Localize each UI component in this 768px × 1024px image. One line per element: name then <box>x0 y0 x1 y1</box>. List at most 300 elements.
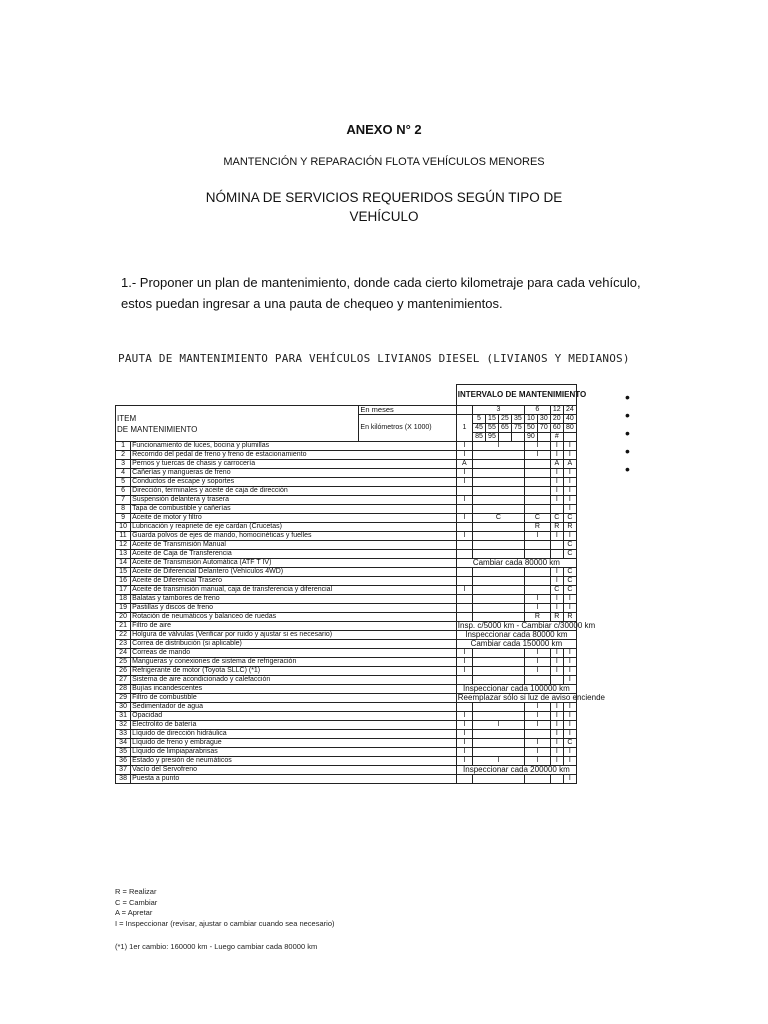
legend-i: I = Inspeccionar (revisar, ajustar o cambiar cuando sea necesario) <box>115 918 335 928</box>
row-item-name: Conductos de escape y soportes <box>131 478 457 487</box>
row-number: 10 <box>116 523 131 532</box>
table-row <box>116 541 577 550</box>
row-item-name: Electrolito de batería <box>131 721 457 730</box>
item-label-2: DE MANTENIMIENTO <box>117 424 198 434</box>
row-interval-cell: I <box>456 667 472 676</box>
row-item-name: Balatas y tambores de freno <box>131 595 457 604</box>
row-interval-cell <box>473 703 525 712</box>
meses-label: En meses <box>359 406 456 415</box>
row-interval-cell: I <box>563 487 576 496</box>
table-row <box>116 748 577 757</box>
row-interval-cell <box>550 541 563 550</box>
row-interval-cell: A <box>563 460 576 469</box>
row-interval-cell: I <box>550 451 563 460</box>
row-interval-cell <box>524 460 550 469</box>
row-interval-cell: I <box>473 757 525 766</box>
row-span-note: Reemplazar sólo si luz de aviso enciende <box>457 693 605 702</box>
row-interval-cell: C <box>563 739 576 748</box>
row-item-name: Aceite de Diferencial Delantero (Vehículos 4WD) <box>131 568 457 577</box>
table-row <box>116 775 577 784</box>
row-item-name: Guarda polvos de ejes de mando, homocinéticas y fuelles <box>131 532 457 541</box>
row-item-name: Correas de mando <box>131 649 457 658</box>
row-interval-cell: I <box>456 757 472 766</box>
row-number: 18 <box>116 595 131 604</box>
nomina-heading <box>0 188 768 226</box>
paragraph-line-2: estos puedan ingresar a una pauta de chequeo y mantenimientos. <box>121 296 503 311</box>
row-interval-cell: I <box>563 604 576 613</box>
row-interval-cell: I <box>550 442 563 451</box>
row-interval-cell: I <box>563 757 576 766</box>
row-interval-cell <box>473 541 525 550</box>
row-item-name: Líquido de dirección hidráulica <box>131 730 457 739</box>
km-cell: 30 <box>537 415 550 424</box>
row-interval-cell: I <box>563 667 576 676</box>
km-cell: 85 <box>473 433 486 442</box>
row-interval-cell <box>473 595 525 604</box>
row-item-name: Lubricación y reapriete de eje cardan (Crucetas) <box>131 523 457 532</box>
row-number: 20 <box>116 613 131 622</box>
row-number: 13 <box>116 550 131 559</box>
row-interval-cell <box>524 541 550 550</box>
km-cell: 90 <box>524 433 537 442</box>
legend <box>115 887 335 929</box>
row-interval-cell: I <box>456 721 472 730</box>
table-row <box>116 739 577 748</box>
row-interval-cell <box>473 505 525 514</box>
legend-c: C = Cambiar <box>115 897 158 907</box>
row-number: 5 <box>116 478 131 487</box>
row-interval-cell: I <box>550 748 563 757</box>
km-cell: 5 <box>473 415 486 424</box>
table-row <box>116 649 577 658</box>
row-interval-cell <box>473 730 525 739</box>
row-number: 38 <box>116 775 131 784</box>
row-interval-cell <box>473 469 525 478</box>
row-item-name: Refrigerante de motor (Toyota SLLC) (*1) <box>131 667 457 676</box>
row-interval-cell: I <box>550 532 563 541</box>
row-interval-cell: I <box>550 604 563 613</box>
row-interval-cell: I <box>550 730 563 739</box>
row-span-note: Insp. c/5000 km - Cambiar c/30000 km <box>457 621 596 630</box>
row-interval-cell: I <box>456 514 472 523</box>
row-item-name: Funcionamiento de luces, bocina y plumillas <box>131 442 457 451</box>
row-interval-cell <box>473 604 525 613</box>
row-interval-cell: I <box>550 595 563 604</box>
row-interval-cell: I <box>524 721 550 730</box>
table-row <box>116 577 577 586</box>
km-cell: 10 <box>524 415 537 424</box>
row-interval-cell <box>456 775 472 784</box>
row-interval-cell <box>473 478 525 487</box>
row-interval-cell: I <box>563 595 576 604</box>
km-cell: 35 <box>511 415 524 424</box>
row-number: 24 <box>116 649 131 658</box>
km-cell: 95 <box>485 433 498 442</box>
row-number: 25 <box>116 658 131 667</box>
km-one: 1 <box>456 415 472 442</box>
row-number: 34 <box>116 739 131 748</box>
row-interval-cell: I <box>550 478 563 487</box>
row-interval-cell: I <box>524 667 550 676</box>
row-item-name: Aceite de Caja de Transferencia <box>131 550 457 559</box>
row-item-name: Suspensión delantera y trasera <box>131 496 457 505</box>
row-interval-cell: I <box>563 775 576 784</box>
row-interval-cell: A <box>456 460 472 469</box>
row-interval-cell <box>456 550 472 559</box>
row-interval-cell: I <box>563 505 576 514</box>
row-interval-cell <box>473 532 525 541</box>
row-interval-cell: I <box>563 712 576 721</box>
km-cell: 80 <box>563 424 576 433</box>
proposal-paragraph <box>121 272 651 314</box>
row-number: 9 <box>116 514 131 523</box>
row-interval-cell <box>473 523 525 532</box>
row-interval-cell: I <box>456 478 472 487</box>
row-interval-cell: I <box>550 487 563 496</box>
table-row <box>116 532 577 541</box>
row-interval-cell: I <box>524 532 550 541</box>
row-number: 30 <box>116 703 131 712</box>
row-interval-cell: I <box>456 532 472 541</box>
bullet-4: • <box>625 443 630 459</box>
row-interval-cell: I <box>473 442 525 451</box>
table-row <box>116 712 577 721</box>
row-interval-cell <box>550 775 563 784</box>
row-interval-cell: C <box>473 514 525 523</box>
table-row <box>116 487 577 496</box>
legend-a: A = Apretar <box>115 908 153 917</box>
row-interval-cell <box>473 460 525 469</box>
row-interval-cell: I <box>550 568 563 577</box>
km-cell: 25 <box>498 415 511 424</box>
row-interval-cell: I <box>550 577 563 586</box>
row-interval-cell <box>456 595 472 604</box>
row-interval-cell: I <box>456 649 472 658</box>
row-interval-cell: I <box>524 658 550 667</box>
annex-subtitle: MANTENCIÓN Y REPARACIÓN FLOTA VEHÍCULOS MENORES <box>223 156 545 168</box>
row-interval-cell: A <box>550 460 563 469</box>
row-interval-cell: I <box>563 748 576 757</box>
annex-title: ANEXO N° 2 <box>346 122 422 137</box>
table-row <box>116 694 577 703</box>
km-cell: 65 <box>498 424 511 433</box>
row-interval-cell: C <box>563 577 576 586</box>
row-interval-cell: I <box>456 658 472 667</box>
row-number: 14 <box>116 559 131 568</box>
row-interval-cell <box>524 478 550 487</box>
item-label-1: ITEM <box>117 413 137 423</box>
table-row <box>116 568 577 577</box>
row-interval-cell: I <box>550 757 563 766</box>
row-interval-cell: I <box>550 739 563 748</box>
row-interval-cell: I <box>524 649 550 658</box>
row-item-name: Pastillas y discos de freno <box>131 604 457 613</box>
row-item-name: Cañerías y mangueras de freno <box>131 469 457 478</box>
paragraph-line-1: 1.- Proponer un plan de mantenimiento, donde cada cierto kilometraje para cada vehículo, <box>121 275 641 290</box>
row-interval-cell: I <box>550 649 563 658</box>
row-item-name: Filtro de aire <box>131 622 457 631</box>
row-interval-cell: I <box>550 469 563 478</box>
row-interval-cell <box>524 487 550 496</box>
row-span-note: Cambiar cada 80000 km <box>456 559 576 568</box>
row-interval-cell: I <box>550 658 563 667</box>
row-interval-cell <box>473 568 525 577</box>
row-interval-cell: I <box>563 478 576 487</box>
row-span-note: Inspeccionar cada 200000 km <box>456 766 576 775</box>
row-interval-cell: I <box>563 658 576 667</box>
km-cell: 75 <box>511 424 524 433</box>
row-interval-cell: I <box>563 469 576 478</box>
row-number: 19 <box>116 604 131 613</box>
row-interval-cell: C <box>563 514 576 523</box>
row-interval-cell: C <box>563 550 576 559</box>
row-number: 16 <box>116 577 131 586</box>
row-interval-cell: I <box>456 748 472 757</box>
row-interval-cell: I <box>550 721 563 730</box>
row-interval-cell: I <box>524 739 550 748</box>
km-cell: 45 <box>473 424 486 433</box>
row-interval-cell: R <box>524 613 550 622</box>
row-interval-cell: C <box>550 514 563 523</box>
table-row <box>116 703 577 712</box>
row-interval-cell: C <box>563 568 576 577</box>
row-item-name: Opacidad <box>131 712 457 721</box>
row-interval-cell: R <box>563 523 576 532</box>
row-interval-cell <box>473 451 525 460</box>
km-cell: 60 <box>550 424 563 433</box>
row-interval-cell: I <box>456 496 472 505</box>
row-item-name: Aceite de Transmisión Automática (ATF T IV) <box>131 559 457 568</box>
row-interval-cell: I <box>524 442 550 451</box>
row-number: 37 <box>116 766 131 775</box>
row-item-name: Tapa de combustible y cañerías <box>131 505 457 514</box>
row-interval-cell: I <box>550 496 563 505</box>
row-number: 28 <box>116 685 131 694</box>
table-row <box>116 460 577 469</box>
row-interval-cell: I <box>524 757 550 766</box>
row-interval-cell: I <box>524 712 550 721</box>
km-cell: 50 <box>524 424 537 433</box>
table-row <box>116 658 577 667</box>
km-cell: 55 <box>485 424 498 433</box>
footnote: (*1) 1er cambio: 160000 km - Luego cambiar cada 80000 km <box>115 942 318 951</box>
row-interval-cell <box>524 730 550 739</box>
row-interval-cell <box>524 469 550 478</box>
row-interval-cell: I <box>563 496 576 505</box>
bullet-5: • <box>625 461 630 477</box>
km-cell: 20 <box>550 415 563 424</box>
row-item-name: Recorrido del pedal de freno y freno de estacionamiento <box>131 451 457 460</box>
row-number: 21 <box>116 622 131 631</box>
table-row <box>116 586 577 595</box>
row-interval-cell <box>473 586 525 595</box>
row-span-note: Cambiar cada 150000 km <box>456 640 576 649</box>
pauta-title: PAUTA DE MANTENIMIENTO PARA VEHÍCULOS LIVIANOS DIESEL (LIVIANOS Y MEDIANOS) <box>118 352 630 365</box>
row-interval-cell: I <box>563 721 576 730</box>
row-number: 6 <box>116 487 131 496</box>
row-interval-cell: I <box>456 712 472 721</box>
legend-r: R = Realizar <box>115 887 157 896</box>
meses-6: 6 <box>524 406 550 415</box>
row-interval-cell: R <box>550 613 563 622</box>
row-item-name: Sedimentador de agua <box>131 703 457 712</box>
row-interval-cell <box>550 505 563 514</box>
table-row <box>116 559 577 568</box>
row-interval-cell <box>456 703 472 712</box>
table-row <box>116 766 577 775</box>
row-interval-cell: I <box>563 676 576 685</box>
row-interval-cell <box>473 577 525 586</box>
row-interval-cell: I <box>456 739 472 748</box>
row-item-name: Líquido de limpiaparabrisas <box>131 748 457 757</box>
table-row <box>116 604 577 613</box>
km-cell <box>563 433 576 442</box>
row-interval-cell <box>473 487 525 496</box>
row-item-name: Líquido de freno y embrague <box>131 739 457 748</box>
table-row <box>116 595 577 604</box>
row-interval-cell: I <box>456 451 472 460</box>
row-interval-cell: I <box>524 703 550 712</box>
row-interval-cell: I <box>473 721 525 730</box>
row-number: 15 <box>116 568 131 577</box>
row-interval-cell <box>473 667 525 676</box>
row-interval-cell: I <box>456 730 472 739</box>
row-interval-cell: C <box>550 586 563 595</box>
row-item-name: Mangueras y conexiones de sistema de refrigeración <box>131 658 457 667</box>
row-number: 29 <box>116 694 131 703</box>
row-span-note: Inspeccionar cada 100000 km <box>456 685 576 694</box>
row-interval-cell: I <box>524 451 550 460</box>
row-interval-cell: R <box>524 523 550 532</box>
table-row <box>116 721 577 730</box>
km-cell <box>511 433 524 442</box>
km-label: En kilómetros (X 1000) <box>359 415 456 442</box>
row-interval-cell <box>473 496 525 505</box>
row-interval-cell <box>473 658 525 667</box>
row-interval-cell: I <box>563 703 576 712</box>
row-interval-cell: R <box>550 523 563 532</box>
row-interval-cell: I <box>524 595 550 604</box>
meses-24: 24 <box>563 406 576 415</box>
km-cell: 70 <box>537 424 550 433</box>
row-interval-cell <box>473 775 525 784</box>
row-number: 26 <box>116 667 131 676</box>
row-item-name: Aceite de motor y filtro <box>131 514 457 523</box>
row-interval-cell: I <box>524 748 550 757</box>
row-item-name: Dirección, terminales y aceite de caja de dirección <box>131 487 457 496</box>
row-item-name: Rotación de neumáticos y balanceo de ruedas <box>131 613 457 622</box>
row-number: 4 <box>116 469 131 478</box>
row-interval-cell: I <box>550 712 563 721</box>
row-interval-cell <box>524 775 550 784</box>
row-interval-cell <box>524 568 550 577</box>
row-interval-cell <box>524 496 550 505</box>
row-interval-cell: C <box>563 586 576 595</box>
row-interval-cell <box>524 586 550 595</box>
meses-3: 3 <box>473 406 525 415</box>
row-interval-cell <box>456 604 472 613</box>
row-interval-cell: R <box>563 613 576 622</box>
row-interval-cell <box>456 541 472 550</box>
bullet-2: • <box>625 407 630 423</box>
row-interval-cell <box>456 523 472 532</box>
row-interval-cell: I <box>563 649 576 658</box>
row-item-name: Holgura de válvulas (Verificar por ruido y ajustar si es necesario) <box>131 631 457 640</box>
row-item-name: Estado y presión de neumáticos <box>131 757 457 766</box>
row-interval-cell <box>456 505 472 514</box>
row-interval-cell: C <box>524 514 550 523</box>
km-cell <box>537 433 550 442</box>
nomina-line-2: VEHÍCULO <box>349 209 419 224</box>
interval-header: INTERVALO DE MANTENIMIENTO <box>456 385 576 406</box>
km-cell <box>498 433 511 442</box>
row-interval-cell: I <box>456 469 472 478</box>
bullet-3: • <box>625 425 630 441</box>
km-cell: 40 <box>563 415 576 424</box>
km-cell: 15 <box>485 415 498 424</box>
table-row <box>116 667 577 676</box>
table-row <box>116 640 577 649</box>
row-number: 11 <box>116 532 131 541</box>
table-row <box>116 730 577 739</box>
row-number: 27 <box>116 676 131 685</box>
row-interval-cell <box>473 739 525 748</box>
row-item-name: Puesta a punto <box>131 775 457 784</box>
row-number: 23 <box>116 640 131 649</box>
row-item-name: Pernos y tuercas de chasis y carrocería <box>131 460 457 469</box>
row-interval-cell <box>456 568 472 577</box>
row-item-name: Correa de distribución (si aplicable) <box>131 640 457 649</box>
row-number: 2 <box>116 451 131 460</box>
row-number: 33 <box>116 730 131 739</box>
row-interval-cell: I <box>456 442 472 451</box>
row-number: 36 <box>116 757 131 766</box>
row-item-name: Aceite de Diferencial Trasero <box>131 577 457 586</box>
row-number: 22 <box>116 631 131 640</box>
row-interval-cell <box>524 577 550 586</box>
row-interval-cell: I <box>563 730 576 739</box>
row-number: 7 <box>116 496 131 505</box>
row-interval-cell <box>456 487 472 496</box>
row-interval-cell <box>473 649 525 658</box>
table-row <box>116 523 577 532</box>
row-interval-cell: I <box>563 532 576 541</box>
row-number: 1 <box>116 442 131 451</box>
row-item-name: Aceite de Transmisión Manual <box>131 541 457 550</box>
row-interval-cell <box>473 748 525 757</box>
row-number: 17 <box>116 586 131 595</box>
row-item-name: Bujías incandescentes <box>131 685 457 694</box>
row-number: 8 <box>116 505 131 514</box>
meses-12: 12 <box>550 406 563 415</box>
maintenance-table <box>115 384 605 784</box>
row-interval-cell: C <box>563 541 576 550</box>
table-row <box>116 505 577 514</box>
row-number: 12 <box>116 541 131 550</box>
row-number: 31 <box>116 712 131 721</box>
table-row <box>116 496 577 505</box>
row-item-name: Sistema de aire acondicionado y calefacción <box>131 676 457 685</box>
row-interval-cell: I <box>550 667 563 676</box>
table-row <box>116 514 577 523</box>
row-interval-cell: I <box>456 586 472 595</box>
table-row <box>116 442 577 451</box>
row-span-note: Inspeccionar cada 80000 km <box>456 631 576 640</box>
table-row <box>116 451 577 460</box>
row-number: 35 <box>116 748 131 757</box>
km-cell: # <box>550 433 563 442</box>
row-interval-cell <box>473 712 525 721</box>
